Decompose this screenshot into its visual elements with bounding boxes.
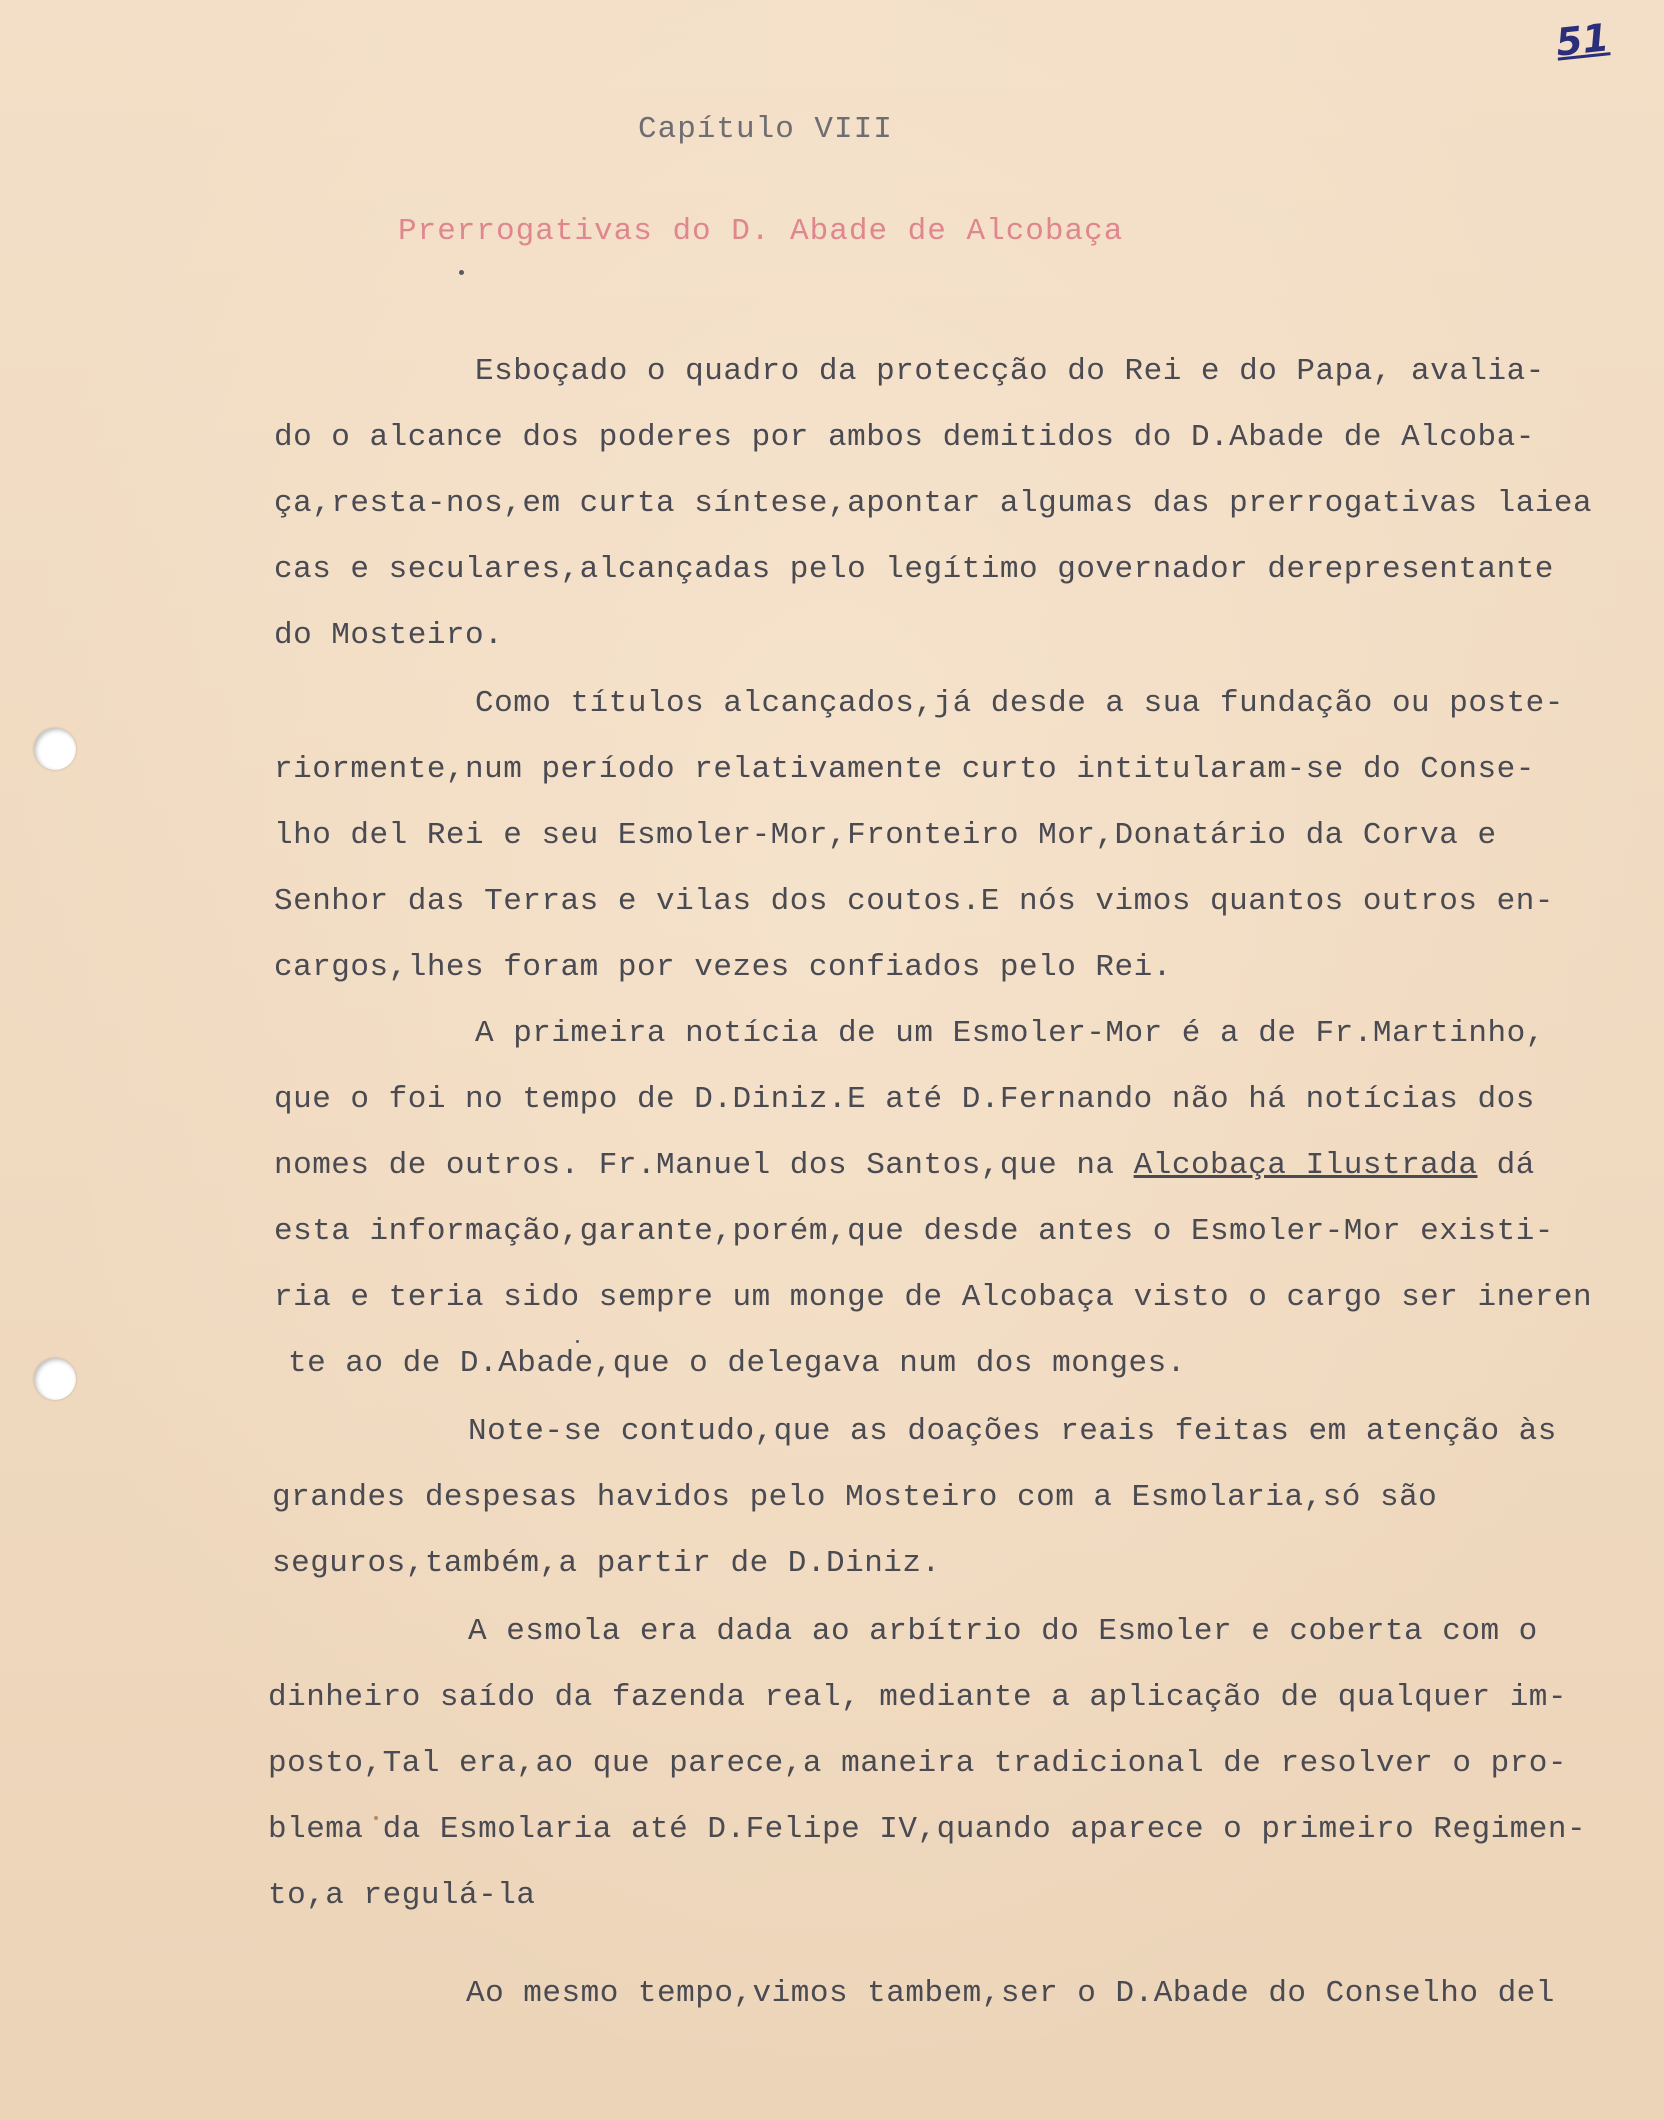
text-line: lho del Rei e seu Esmoler-Mor,Fronteiro Mor,Donatário da Corva e [274,818,1497,853]
text-line: Esboçado o quadro da protecção do Rei e do Papa, avalia- [475,354,1545,389]
ink-speck [459,270,464,275]
text-segment: nomes de outros. Fr.Manuel dos Santos,que na [274,1148,1134,1183]
ink-speck [576,1340,579,1343]
text-line: Senhor das Terras e vilas dos coutos.E nós vimos quantos outros en- [274,884,1554,919]
text-line: cargos,lhes foram por vezes confiados pelo Rei. [274,950,1172,985]
text-line: riormente,num período relativamente curto intitularam-se do Conse- [274,752,1535,787]
text-line: cas e seculares,alcançadas pelo legítimo governador derepresentante [274,552,1554,587]
text-line: to,a regulá-la [268,1878,536,1913]
text-line: do Mosteiro. [274,618,504,653]
text-segment: dá [1477,1148,1535,1183]
text-line: Note-se contudo,que as doações reais feitas em atenção às [468,1414,1557,1449]
text-line: A primeira notícia de um Esmoler-Mor é a de Fr.Martinho, [475,1016,1545,1051]
text-line: ça,resta-nos,em curta síntese,apontar algumas das prerrogativas laiea [274,486,1593,521]
section-title: Prerrogativas do D. Abade de Alcobaça [398,214,1124,249]
book-title: Alcobaça Ilustrada [1133,1148,1478,1183]
text-line: esta informação,garante,porém,que desde antes o Esmoler-Mor existi- [274,1214,1554,1249]
text-line-with-title [274,1148,1535,1183]
text-line: A esmola era dada ao arbítrio do Esmoler e coberta com o [468,1614,1538,1649]
text-line: blema da Esmolaria até D.Felipe IV,quando aparece o primeiro Regimen- [268,1812,1587,1847]
text-line: te ao de D.Abade,que o delegava num dos monges. [288,1346,1186,1381]
punch-hole-top [34,728,76,770]
page-number: 51 [1553,15,1612,65]
text-line: Ao mesmo tempo,vimos tambem,ser o D.Abade do Conselho del [466,1976,1555,2011]
text-line: que o foi no tempo de D.Diniz.E até D.Fernando não há notícias dos [274,1082,1535,1117]
text-line: Como títulos alcançados,já desde a sua fundação ou poste- [475,686,1564,721]
text-line: grandes despesas havidos pelo Mosteiro com a Esmolaria,só são [272,1480,1438,1515]
text-line: posto,Tal era,ao que parece,a maneira tradicional de resolver o pro- [268,1746,1568,1781]
chapter-title: Capítulo VIII [638,112,893,147]
text-line: dinheiro saído da fazenda real, mediante a aplicação de qualquer im- [268,1680,1568,1715]
text-line: do o alcance dos poderes por ambos demitidos do D.Abade de Alcoba- [274,420,1535,455]
text-line: seguros,também,a partir de D.Diniz. [272,1546,941,1581]
punch-hole-bottom [34,1358,76,1400]
text-line: ria e teria sido sempre um monge de Alcobaça visto o cargo ser ineren [274,1280,1593,1315]
